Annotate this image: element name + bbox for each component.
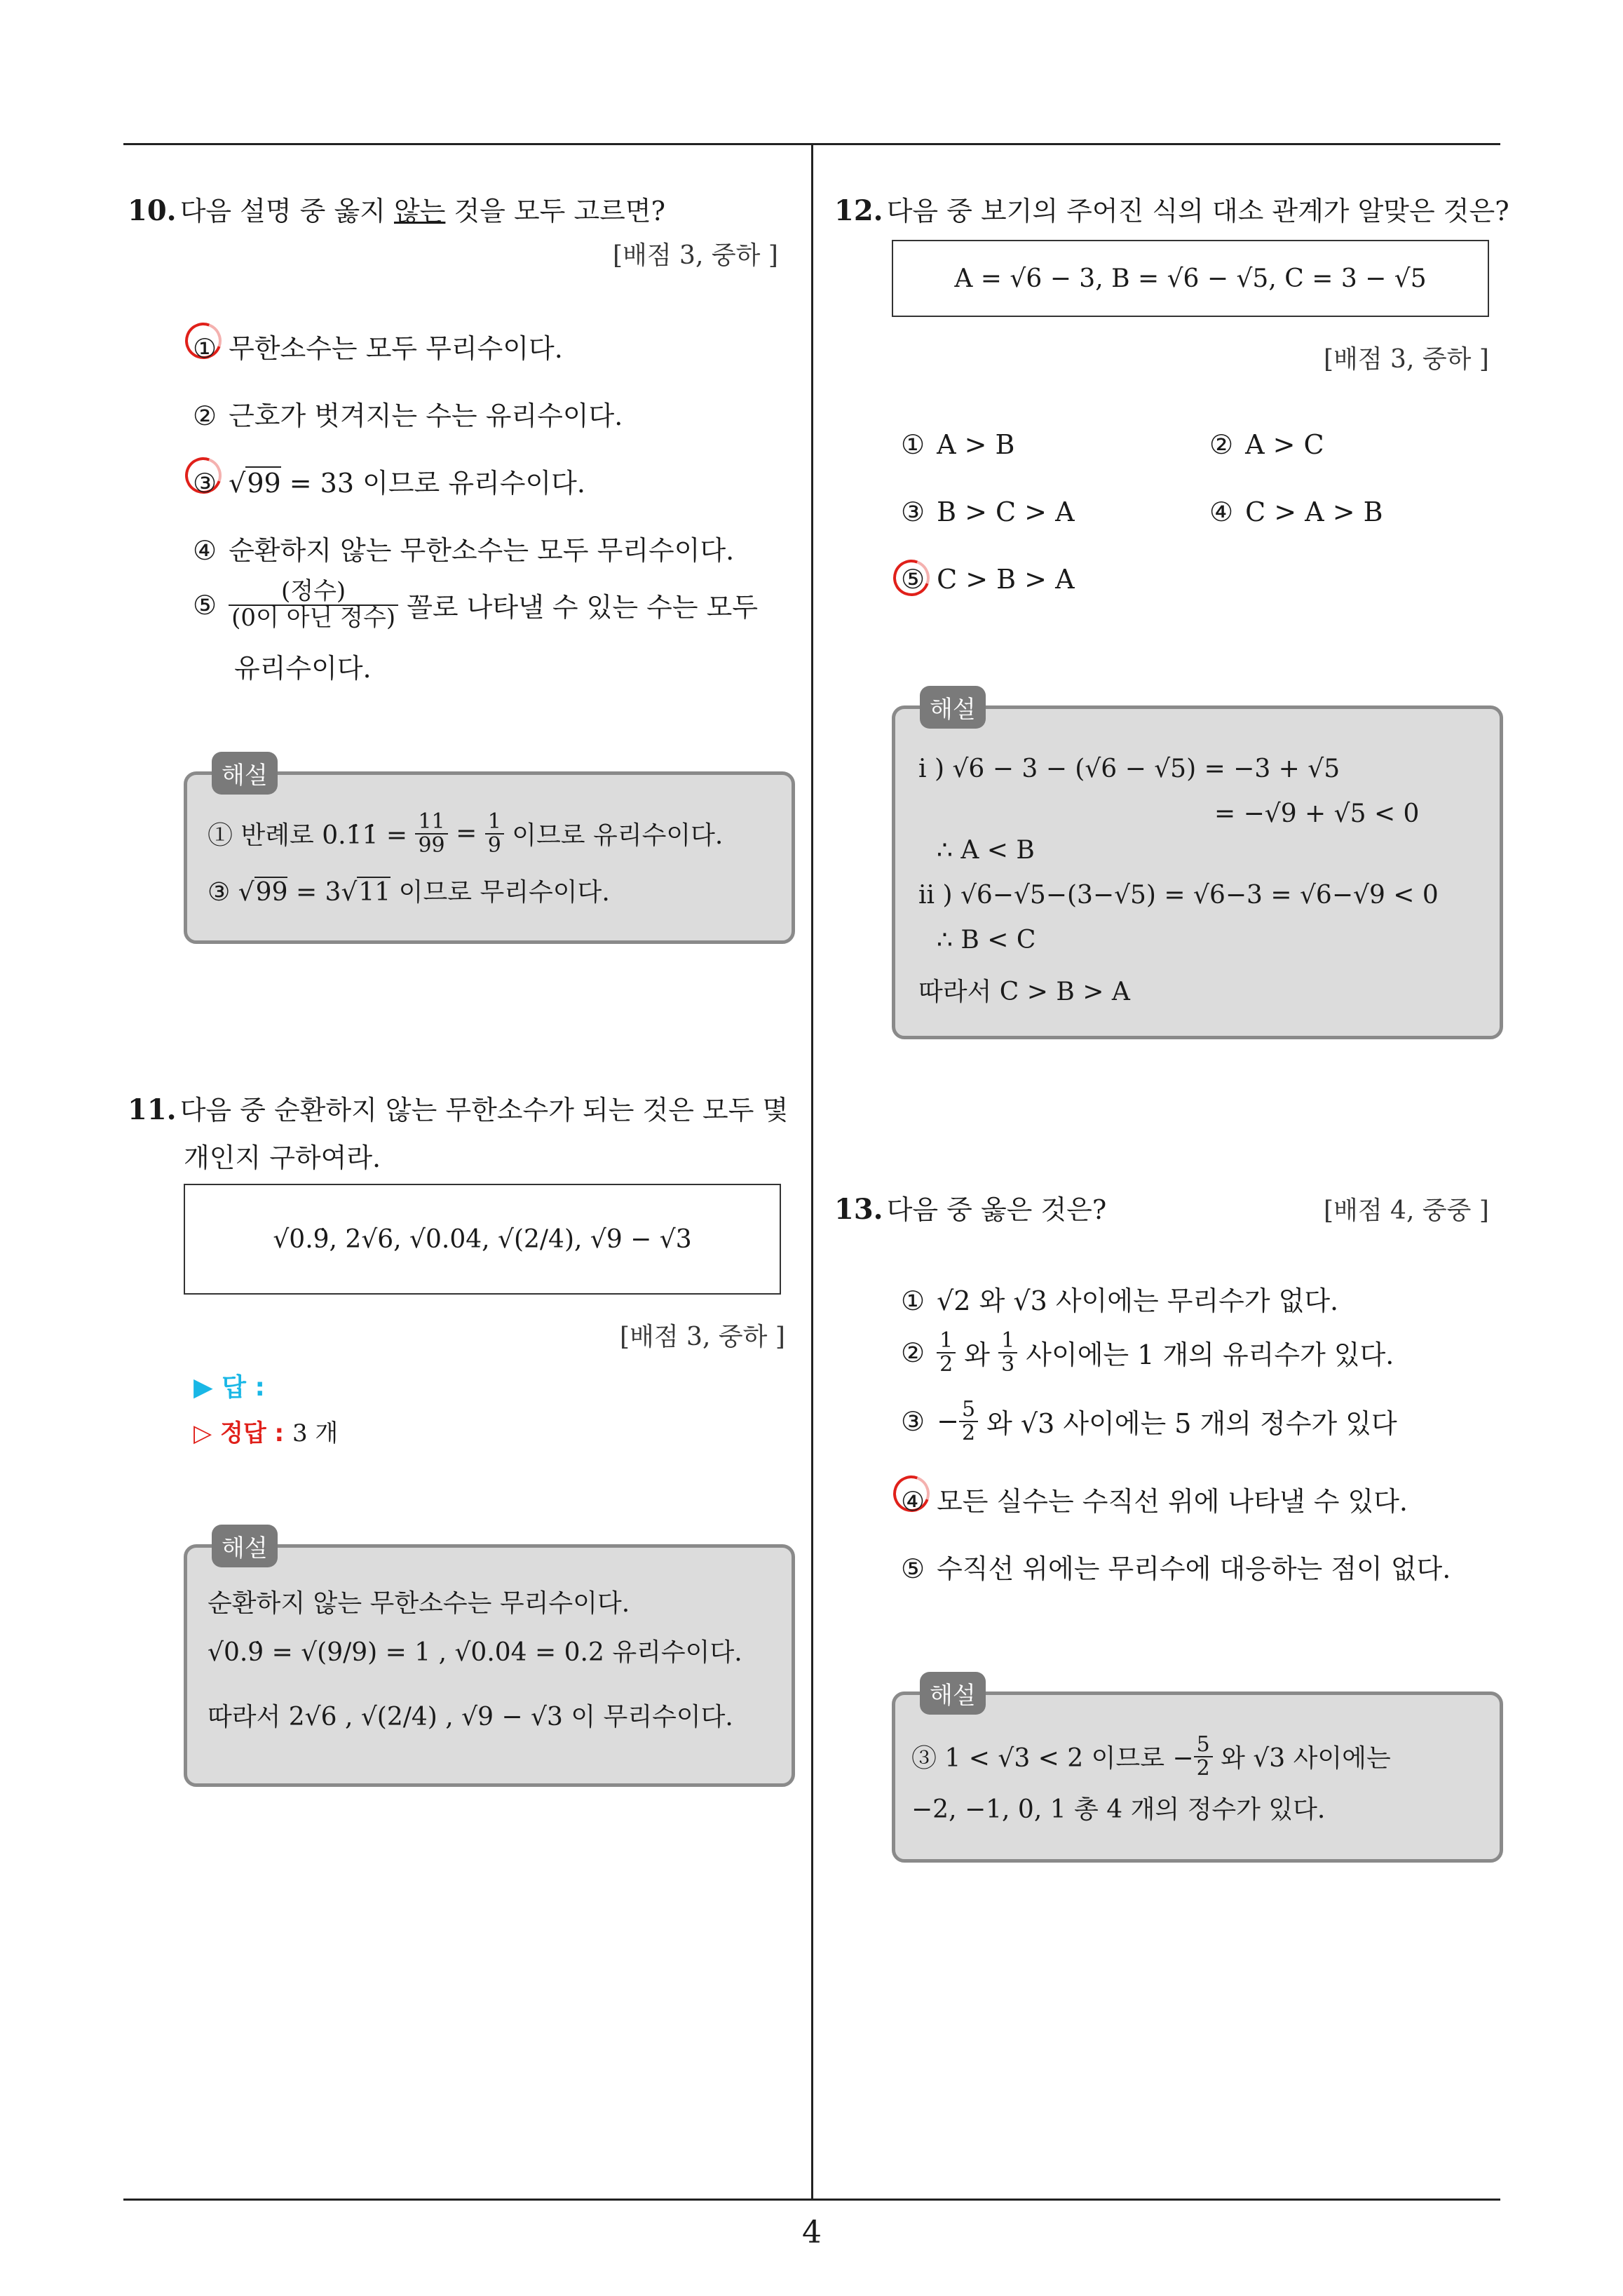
q11-solution-tag: 해설	[212, 1525, 278, 1567]
q13-header	[834, 1188, 1106, 1227]
sqrt-radicand: 99	[255, 878, 288, 907]
fraction-denominator: 3	[1001, 1351, 1015, 1377]
choice-fraction	[229, 579, 398, 630]
sol-text: ③	[208, 878, 231, 907]
page-number: 4	[802, 2215, 822, 2250]
q11-header	[128, 1088, 788, 1127]
choice-text: √2 와 √3 사이에는 무리수가 없다.	[937, 1285, 1339, 1316]
choice-sign: −	[937, 1405, 959, 1437]
q10-solution-line-2: ③ √99 = 3√11 이므로 무리수이다.	[208, 878, 610, 907]
q12-solution-line-2: = −√9 + √5 < 0	[1214, 799, 1420, 828]
q13-choice-5[interactable]	[897, 1547, 1451, 1586]
q13-choice-4[interactable]	[897, 1480, 1408, 1518]
choice-text: 근호가 벗겨지는 수는 유리수이다.	[229, 400, 623, 431]
choice-text: 모든 실수는 수직선 위에 나타낼 수 있다.	[937, 1486, 1408, 1517]
q12-solution-line-1: i ) √6 − 3 − (√6 − √5) = −3 + √5	[918, 755, 1340, 783]
fraction-denominator: 99	[418, 832, 445, 858]
choice-number: ③	[900, 497, 925, 527]
q10-choice-3[interactable]	[189, 461, 585, 500]
choice-text: A > C	[1245, 429, 1324, 460]
q10-header	[128, 189, 665, 228]
sol-text: ① 반례로 0.1̇1̇ =	[208, 821, 407, 850]
sol-text: 와 √3 사이에는	[1221, 1744, 1391, 1773]
choice-number: ②	[900, 1337, 925, 1368]
column-divider	[811, 143, 813, 2199]
q10-solution-box	[184, 771, 795, 944]
q13-solution-tag: 해설	[920, 1672, 986, 1715]
q13-choice-1[interactable]	[897, 1279, 1338, 1318]
q12-choice-1[interactable]	[897, 429, 1014, 460]
q12-box: A = √6 − 3, B = √6 − √5, C = 3 − √5	[892, 240, 1489, 317]
choice-number: ④	[900, 1486, 925, 1517]
choice-number: ⑤	[900, 564, 925, 595]
choice-text: 사이에는 1 개의 유리수가 있다.	[1026, 1339, 1394, 1370]
fraction-numerator: 1	[485, 811, 504, 835]
choice-text: 와	[964, 1339, 990, 1370]
q11-solution-line-3: 따라서 2√6 , √(2/4) , √9 − √3 이 무리수이다.	[208, 1703, 733, 1731]
choice-fraction-1	[937, 1330, 956, 1375]
q12-solution-line-3: ∴ A < B	[937, 836, 1035, 865]
q10-choice-1[interactable]	[189, 327, 563, 365]
choice-number: ④	[1209, 497, 1234, 527]
q13-choice-3[interactable]	[897, 1398, 1397, 1444]
bottom-rule	[123, 2199, 1500, 2201]
choice-number: ④	[192, 535, 217, 566]
choice-fraction-2	[998, 1330, 1017, 1375]
choice-fraction	[959, 1398, 978, 1444]
sol-text: = 3	[295, 878, 341, 907]
sol-text: 이므로 유리수이다.	[512, 821, 724, 850]
choice-text: 수직선 위에는 무리수에 대응하는 점이 없다.	[937, 1553, 1451, 1584]
choice-number: ②	[192, 400, 217, 431]
choice-text: = 33 이므로 유리수이다.	[289, 468, 585, 499]
q11-text: 다음 중 순환하지 않는 무한소수가 되는 것은 모두 몇	[179, 1095, 789, 1126]
choice-number: ①	[900, 429, 925, 460]
choice-number: ①	[192, 333, 217, 364]
q10-text-post: 것을 모두 고르면?	[445, 196, 665, 227]
choice-number: ①	[900, 1285, 925, 1316]
q12-choice-2[interactable]	[1206, 429, 1324, 460]
q11-number: 11.	[128, 1093, 177, 1126]
q12-number: 12.	[834, 194, 883, 227]
q11-answer-label: ▶ 답 :	[193, 1373, 265, 1402]
choice-text: 와 √3 사이에는 5 개의 정수가 있다	[986, 1408, 1397, 1439]
q10-choice-5[interactable]	[189, 579, 758, 630]
sol-frac-2	[485, 811, 504, 856]
choice-text: C > A > B	[1245, 497, 1383, 527]
choice-text: 순환하지 않는 무한소수는 모두 무리수이다.	[229, 535, 735, 566]
choice-number: ⑤	[900, 1553, 925, 1584]
q13-number: 13.	[834, 1193, 883, 1226]
fraction-numerator: 11	[415, 811, 447, 835]
q12-solution-tag: 해설	[920, 686, 986, 729]
choice-text: C > B > A	[937, 564, 1075, 595]
q12-choice-3[interactable]	[897, 497, 1075, 527]
correct-label: ▷ 정답 :	[193, 1419, 285, 1447]
q11-score: [배점 3, 중하 ]	[620, 1323, 785, 1351]
q10-choice-5-cont: 유리수이다.	[234, 653, 372, 684]
sqrt-radicand: 11	[358, 878, 391, 907]
q11-correct-answer	[193, 1414, 338, 1448]
q10-solution-tag: 해설	[212, 752, 278, 795]
q10-score: [배점 3, 중하 ]	[613, 241, 778, 270]
q13-choice-2[interactable]	[897, 1330, 1394, 1375]
correct-value: 3 개	[292, 1419, 339, 1447]
q10-solution-line-1: ① 반례로 0.1̇1̇ = $\frac{11}{99}$ = $\frac{1}{9}$ 이므로 유리수이다.	[208, 809, 724, 858]
q12-solution-line-5: ∴ B < C	[937, 926, 1036, 954]
q13-solution-line-1	[911, 1734, 1391, 1779]
q12-solution-line-4: ii ) √6−√5−(3−√5) = √6−3 = √6−√9 < 0	[918, 881, 1439, 910]
q13-solution-line-2: −2, −1, 0, 1 총 4 개의 정수가 있다.	[911, 1795, 1326, 1824]
fraction-numerator: (정수)	[229, 579, 398, 606]
q11-text-2: 개인지 구하여라.	[184, 1142, 381, 1173]
choice-number: ③	[192, 468, 217, 499]
fraction-numerator: 1	[937, 1330, 956, 1353]
q10-text-pre: 다음 설명 중 옳지	[179, 196, 394, 227]
choice-number: ③	[900, 1405, 925, 1437]
q12-text: 다음 중 보기의 주어진 식의 대소 관계가 알맞은 것은?	[886, 196, 1509, 227]
q13-score: [배점 4, 중중 ]	[1324, 1196, 1489, 1225]
q10-choice-4[interactable]	[189, 529, 734, 567]
choice-text: 꼴로 나타낼 수 있는 수는 모두	[407, 592, 759, 623]
q12-header	[834, 189, 1509, 228]
fraction-denominator: 2	[961, 1420, 976, 1445]
q11-solution-line-1: 순환하지 않는 무한소수는 무리수이다.	[208, 1589, 630, 1618]
q10-choice-2[interactable]	[189, 394, 623, 433]
q13-text: 다음 중 옳은 것은?	[886, 1194, 1107, 1225]
q12-solution-line-6: 따라서 C > B > A	[918, 978, 1130, 1006]
q10-number: 10.	[128, 194, 177, 227]
fraction-denominator: 9	[487, 832, 501, 858]
fraction-denominator: 2	[1196, 1755, 1210, 1781]
choice-text: B > C > A	[937, 497, 1075, 527]
sqrt-radicand: 99	[247, 468, 281, 499]
fraction-numerator: 5	[959, 1398, 978, 1422]
choice-number: ②	[1209, 429, 1234, 460]
sol-frac-1	[415, 811, 447, 856]
fraction-denominator: (0이 아닌 정수)	[231, 603, 396, 632]
fraction-numerator: 5	[1194, 1734, 1213, 1757]
q12-score: [배점 3, 중하 ]	[1324, 345, 1489, 374]
fraction-denominator: 2	[939, 1351, 953, 1377]
sol-text: ③ 1 < √3 < 2 이므로 −	[911, 1744, 1194, 1773]
choice-sqrt: √99	[229, 468, 281, 499]
q11-box: √0.9̇, 2√6, √0.04, √(2/4), √9 − √3	[184, 1184, 781, 1295]
fraction-numerator: 1	[998, 1330, 1017, 1353]
q11-solution-line-2: √0.9̇ = √(9/9) = 1 , √0.04 = 0.2 유리수이다.	[208, 1638, 742, 1667]
choice-text: A > B	[937, 429, 1015, 460]
choice-text: 무한소수는 모두 무리수이다.	[229, 333, 563, 364]
q10-text-underlined: 않는	[393, 196, 446, 227]
q12-choice-4[interactable]	[1206, 497, 1383, 527]
sol-text: 이므로 무리수이다.	[398, 878, 610, 907]
sol-fraction	[1194, 1734, 1213, 1779]
q12-choice-5[interactable]	[897, 564, 1075, 595]
choice-number: ⑤	[192, 589, 217, 621]
